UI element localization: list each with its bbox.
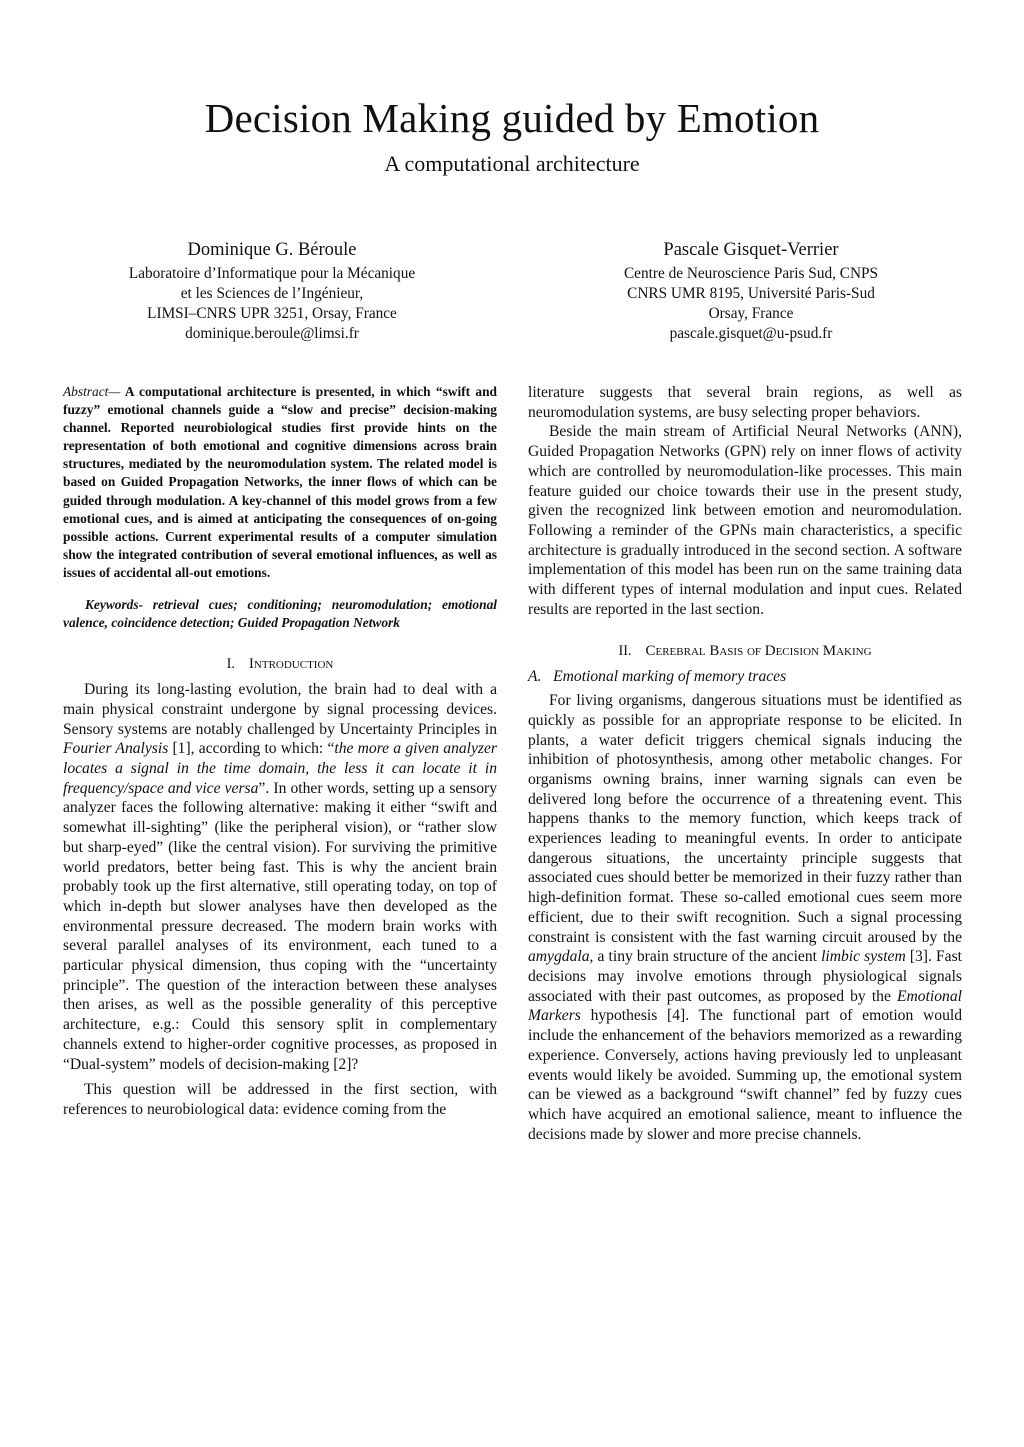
section-title: Cerebral Basis of Decision Making <box>645 643 872 660</box>
emphasis: the more a given analyzer locates a signal in the time domain, the less it can locate it in frequency/space and vice versa <box>63 740 497 797</box>
author-affiliation-line: et les Sciences de l’Ingénieur, <box>180 285 364 302</box>
emphasis: Fourier Analysis <box>63 740 169 758</box>
emphasis: Emotional Markers <box>528 987 962 1025</box>
author-block-1 <box>52 238 492 344</box>
emphasis: amygdala <box>528 948 590 966</box>
section-heading-introduction <box>63 654 497 674</box>
section-number: I. <box>226 656 235 673</box>
author-affiliation-line: Laboratoire d’Informatique pour la Mécanique <box>128 265 416 282</box>
paper-subtitle: A computational architecture <box>384 151 640 176</box>
author-name: Pascale Gisquet-Verrier <box>663 240 839 260</box>
author-name: Dominique G. Béroule <box>187 240 357 260</box>
text-run: [3]. Fast decisions may involve emotions through physiological signals associated with their past outcomes, as proposed by the <box>528 948 962 1005</box>
text-run: For living organisms, dangerous situations must be identified as quickly as possible for an appropriate response to be elicited. In plants, a water deficit triggers chemical signals inducing the inhibition of photosynthesis, among other metabolic changes. For organisms owning brains, inner warning signals can even be delivered long before the occurrence of a threatening event. This happens thanks to the memory function, which keeps track of experiences leading to meaningful events. In order to anticipate dangerous situations, the uncertainty principle suggests that associated cues should better be memorized in their fuzzy rather than high-definition format. These so-called emotional cues seem more efficient, due to their swift recognition. Such a signal processing constraint is consistent with the fast warning circuit aroused by the <box>528 692 962 946</box>
author-email: dominique.beroule@limsi.fr <box>185 325 359 342</box>
author-affiliation-line: LIMSI–CNRS UPR 3251, Orsay, France <box>147 305 397 322</box>
intro-paragraph-1 <box>63 680 497 1074</box>
author-email: pascale.gisquet@u-psud.fr <box>669 325 833 342</box>
text-run: hypothesis [4]. The functional part of emotion would include the enhancement of the behaviors memorized as a rewarding experience. Conversely, actions having previously led to unpleasant events would likely be avoided. Summing up, the emotional system can be viewed as a background “swift channel” fed by fuzzy cues which have acquired an emotional salience, meant to influence the decisions made by slower and more precise channels. <box>528 1007 962 1143</box>
subsection-label: A. <box>528 668 542 686</box>
author-affiliation-line: Centre de Neuroscience Paris Sud, CNPS <box>623 265 879 282</box>
text-run: During its long-lasting evolution, the brain had to deal with a main physical constraint undergone by signal processing devices. Sensory systems are notably challenged by Uncertainty Principles in <box>63 681 497 738</box>
emotional-marking-paragraph <box>528 691 962 1144</box>
section-heading-cerebral-basis <box>528 641 962 661</box>
emphasis: limbic system <box>821 948 906 966</box>
paper-title: Decision Making guided by Emotion <box>204 95 820 141</box>
text-run: , a tiny brain structure of the ancient <box>589 948 822 966</box>
section-number: II. <box>618 643 632 660</box>
intro-paragraph-3: Beside the main stream of Artificial Neural Networks (ANN), Guided Propagation Networks (GPN) rely on inner flows of activity which are controlled by neuromodulation-like processes. This main feature guided our choice towards their use in the present study, given the recognized link between emotion and neuromodulation. Following a reminder of the GPNs main characteristics, a specific architecture is gradually introduced in the second section. A software implementation of this model has been run on the same training data with different types of internal modulation and input cues. Related results are reported in the last section. <box>528 423 962 618</box>
text-run: [1], according to which: “ <box>168 740 335 758</box>
text-run: ”. In other words, setting up a sensory analyzer faces the following alternative: making it either “swift and somewhat ill-sighting” (like the peripheral vision), or “rather slow but sharp-eyed” (like the central vision). For surviving the primitive world predators, better being fast. This is why the ancient brain probably took up the first alternative, still operating today, on top of which in-depth but slower analyses have then developed as the environmental pressure decreased. The modern brain works with several parallel analyses of its environment, each tuned to a particular physical dimension, thus coping with the “uncertainty principle”. The question of the interaction between these analyses then arises, as well as the possible generality of this perceptive architecture, e.g.: Could this sensory split in complementary channels extend to higher-order cognitive processes, as proposed in “Dual-system” models of decision-making [2]? <box>63 779 497 1073</box>
keywords: Keywords- retrieval cues; conditioning; neuromodulation; emotional valence, coincidence detection; Guided Propagation Network <box>63 597 497 631</box>
subsection-title: Emotional marking of memory traces <box>553 668 787 686</box>
intro-paragraph-2: This question will be addressed in the first section, with references to neurobiological data: evidence coming from the <box>63 1081 497 1118</box>
section-title: Introduction <box>248 656 334 673</box>
author-block-2 <box>531 238 971 344</box>
subsection-heading-a <box>528 667 962 687</box>
abstract-text: A computational architecture is presented, in which “swift and fuzzy” emotional channels guide a “slow and precise” decision-making channel. Reported neurobiological studies first provide hints on the representation of both emotional and cognitive dimensions across brain structures, mediated by the neuromodulation system. The related model is based on Guided Propagation Networks, the inner flows of which can be guided through modulation. A key-channel of this model grows from a few emotional cues, and is aimed at anticipating the consequences of on-going possible actions. Current experimental results of a computer simulation show the integrated contribution of several emotional influences, as well as issues of accidental all-out emotions. <box>63 384 497 580</box>
abstract <box>63 383 497 582</box>
left-column <box>63 383 497 1120</box>
author-affiliation-line: CNRS UMR 8195, Université Paris-Sud <box>627 285 875 302</box>
right-column <box>528 383 962 1144</box>
intro-paragraph-continued: literature suggests that several brain regions, as well as neuromodulation systems, are busy selecting proper behaviors. <box>528 384 962 421</box>
author-affiliation-line: Orsay, France <box>708 305 794 322</box>
abstract-label: Abstract— <box>63 384 121 399</box>
